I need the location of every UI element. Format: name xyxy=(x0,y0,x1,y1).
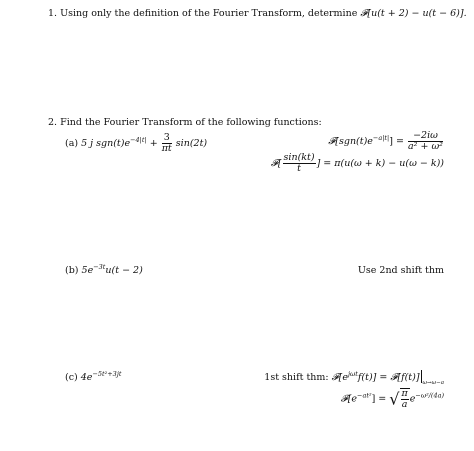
part-a-plus: + xyxy=(149,138,158,149)
part-c-hint1-lhs: 𝓕[e xyxy=(331,372,348,383)
part-c-prefix: 4e xyxy=(80,372,93,383)
part-b-exp: −3t xyxy=(93,263,106,271)
part-a-fraction xyxy=(162,133,172,154)
part-c-hint-2 xyxy=(341,388,444,410)
part-c-label: (c) xyxy=(65,372,78,383)
part-b-hint-text: Use 2nd shift thm xyxy=(357,265,444,276)
part-a-frac-den: πt xyxy=(161,143,172,154)
part-a-hint1-lhs: 𝓕[sgn(t)e xyxy=(328,136,373,147)
part-a-hint-2 xyxy=(271,153,444,174)
part-c-hint1-mid: f(t)] = 𝓕[f(t)] xyxy=(357,372,420,383)
problem-1 xyxy=(48,8,467,19)
problem-2-text: Find the Fourier Transform of the following functions: xyxy=(60,117,322,128)
part-a-hint2-fraction xyxy=(283,153,316,174)
part-a-label: (a) xyxy=(65,138,79,149)
part-a-exp: −4|t| xyxy=(130,136,147,144)
part-c-sqrt-den: a xyxy=(401,399,408,410)
part-a-hint1-exp: −a|t| xyxy=(372,134,390,142)
part-c-sqrt xyxy=(389,388,409,410)
part-c-hint2-tail: e xyxy=(409,393,416,405)
part-b-suffix: u(t − 2) xyxy=(105,265,143,276)
part-c-expression xyxy=(65,372,121,383)
part-a-frac-num: 3 xyxy=(162,133,172,144)
part-a-hint1-num: −2iω xyxy=(408,131,443,142)
part-b-hint xyxy=(358,265,444,276)
part-c-sqrt-num: π xyxy=(401,388,408,399)
part-a-suffix: sin(2t) xyxy=(175,138,208,149)
problem-2-number: 2. xyxy=(48,117,58,128)
part-c-hint1-sub: ω→ω−a xyxy=(422,380,444,386)
part-c-exp: −5t²+3jt xyxy=(92,370,122,378)
part-b-label: (b) xyxy=(65,265,79,276)
part-c-hint2-mid: ] = xyxy=(371,393,387,405)
part-c-hint-1 xyxy=(264,370,444,386)
part-a-expression xyxy=(65,133,207,154)
part-b-prefix: 5e xyxy=(81,265,94,276)
part-a-hint1-den: a² + ω² xyxy=(407,141,443,152)
problem-1-number: 1. xyxy=(48,8,58,19)
part-a-hint1-close: ] = xyxy=(389,136,404,147)
part-a-hint2-den: t xyxy=(297,163,301,174)
part-a-hint-1 xyxy=(328,131,444,152)
part-a-hint2-rhs: ] = π(u(ω + k) − u(ω − k)) xyxy=(316,158,444,169)
part-a-hint2-lhs: 𝓕[ xyxy=(270,158,282,169)
part-a-hint1-fraction xyxy=(408,131,443,152)
part-c-hint1-label: 1st shift thm: xyxy=(264,372,329,383)
part-c-hint2-exp: −at² xyxy=(357,391,372,400)
problem-2 xyxy=(48,117,322,128)
part-a-hint2-num: sin(kt) xyxy=(283,152,315,163)
problem-1-text: Using only the definition of the Fourier Transform, determine xyxy=(60,8,358,19)
part-b-expression xyxy=(65,265,143,276)
radical-sign: √ xyxy=(389,389,400,409)
part-a-prefix: 5 j sgn(t)e xyxy=(81,138,131,149)
problem-1-expression: 𝓕[u(t + 2) − u(t − 6)]. xyxy=(360,8,467,19)
part-c-hint2-lhs: 𝓕[e xyxy=(340,393,358,405)
part-c-hint1-exp: jωt xyxy=(347,370,358,378)
part-c-hint2-tail-exp: −ω²/(4a) xyxy=(415,391,444,400)
part-c-sqrt-fraction xyxy=(401,389,409,410)
